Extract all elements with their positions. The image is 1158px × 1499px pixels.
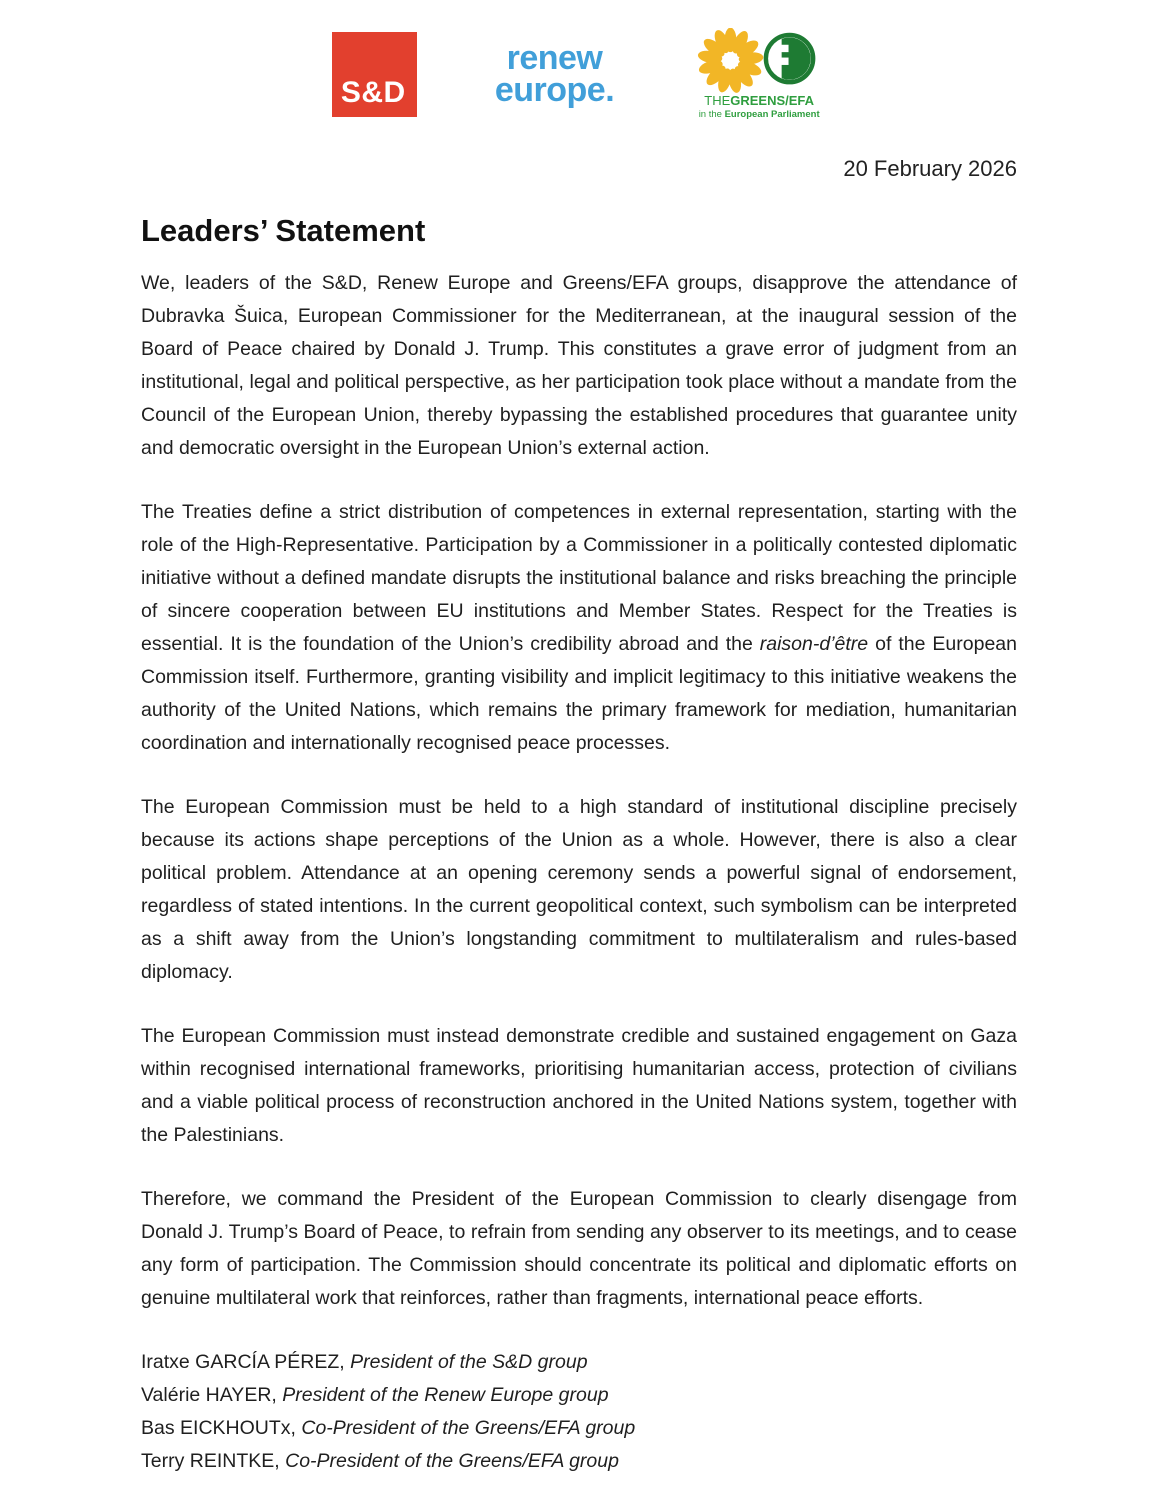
- signature-role-1: President of the S&D group: [350, 1351, 588, 1373]
- document-body: [0, 156, 1158, 1478]
- paragraph-2: [141, 496, 1017, 760]
- renew-logo-line1: renew: [506, 38, 603, 77]
- greens-logo-subtitle-bold: European Parliament: [724, 108, 820, 120]
- signature-role-4: Co-President of the Greens/EFA group: [285, 1450, 619, 1472]
- efa-circle-icon: [766, 34, 813, 83]
- paragraph-5: Therefore, we command the President of the European Commission to clearly disengage from Donald J. Trump’s Board of Peace, to refrain from sending any observer to its meetings, and to cease any form of participation. The Commission should concentrate its political and diplomatic efforts on genuine multilateral work that reinforces, rather than fragments, international peace efforts.: [141, 1188, 1017, 1309]
- greens-logo-name: [704, 94, 814, 109]
- sd-logo: [332, 32, 417, 117]
- paragraph-3: The European Commission must be held to a high standard of institutional discipline precisely because its actions shape perceptions of the Union as a whole. However, there is also a clear political problem. Attendance at an opening ceremony sends a powerful signal of endorsement, regardless of stated intentions. In the current geopolitical context, such symbolism can be interpreted as a shift away from the Union’s longstanding commitment to multilateralism and rules-based diplomacy.: [141, 796, 1017, 983]
- signature-name-1: Iratxe GARCÍA PÉREZ,: [141, 1351, 345, 1373]
- signature-line-4: [141, 1445, 1017, 1478]
- paragraph-2-after: of the European Commission itself. Furthermore, granting visibility and implicit legitimacy to this initiative weakens the authority of the United Nations, which remains the primary framework for mediation, humanitarian coordination and internationally recognised peace processes.: [141, 633, 1017, 754]
- signature-line-3: [141, 1412, 1017, 1445]
- greens-logo-the: THE: [704, 92, 731, 108]
- sd-logo-text: S&D: [340, 75, 406, 109]
- paragraph-1: We, leaders of the S&D, Renew Europe and Greens/EFA groups, disapprove the attendance of Dubravka Šuica, European Commissioner for the Mediterranean, at the inaugural session of the Board of Peace chaired by Donald J. Trump. This constitutes a grave error of judgment from an institutional, legal and political perspective, as her participation took place without a mandate from the Council of the European Union, thereby bypassing the established procedures that guarantee unity and democratic oversight in the European Union’s external action.: [141, 272, 1017, 459]
- signature-line-2: [141, 1379, 1017, 1412]
- greens-efa-logo: [692, 28, 826, 120]
- greens-logo-title: GREENS/EFA: [730, 92, 815, 108]
- logo-row: [0, 0, 1158, 120]
- signature-line-1: [141, 1346, 1017, 1379]
- signature-name-2: Valérie HAYER,: [141, 1384, 277, 1406]
- signature-block: [141, 1346, 1017, 1478]
- document-date: 20 February 2026: [843, 156, 1017, 181]
- signature-name-3: Bas EICKHOUTx,: [141, 1417, 296, 1439]
- paragraph-2-italic: raison-d’être: [759, 633, 869, 655]
- greens-logo-subtitle-prefix: in the: [698, 108, 725, 120]
- page-title: Leaders’ Statement: [141, 213, 426, 248]
- renew-logo-line2: europe.: [494, 71, 615, 109]
- greens-logo-subtitle: [699, 109, 820, 120]
- paragraph-2-before: The Treaties define a strict distribution of competences in external representation, starting with the role of the High-Representative. Participation by a Commissioner in a politically contested diplomatic initiative without a defined mandate disrupts the institutional balance and risks breaching the principle of sincere cooperation between EU institutions and Member States. Respect for the Treaties is essential. It is the foundation of the Union’s credibility abroad and the: [141, 501, 1017, 655]
- signature-name-4: Terry REINTKE,: [141, 1450, 280, 1472]
- paragraph-4: The European Commission must instead demonstrate credible and sustained engagement on Gaza within recognised international frameworks, prioritising humanitarian access, protection of civilians and a viable political process of reconstruction anchored in the United Nations system, together with the Palestinians.: [141, 1025, 1017, 1146]
- renew-europe-logo: [494, 38, 615, 109]
- signature-role-2: President of the Renew Europe group: [282, 1384, 609, 1406]
- sunflower-icon: [695, 28, 823, 94]
- signature-role-3: Co-President of the Greens/EFA group: [301, 1417, 636, 1439]
